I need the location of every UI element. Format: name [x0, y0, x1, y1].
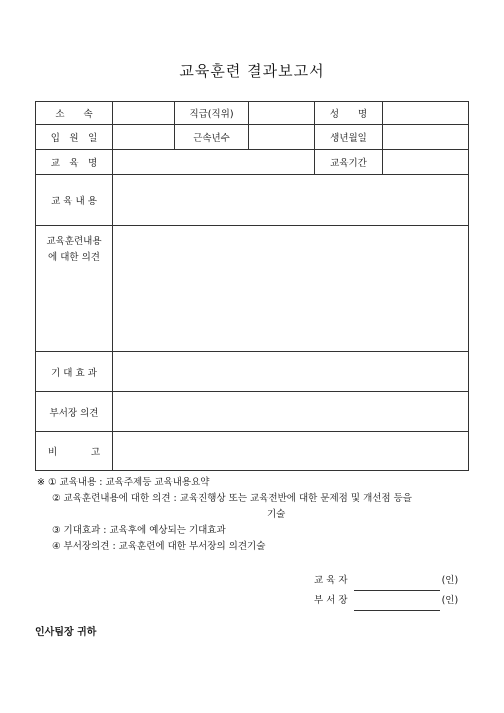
course-name-value[interactable] — [113, 150, 315, 175]
remarks-label-b: 고 — [90, 447, 100, 458]
note-item-4: ④ 부서장의견 : 교육훈련에 대한 부서장의 의견기술 — [52, 541, 266, 552]
effect-label: 기 대 효 과 — [36, 352, 113, 392]
note-item-3: ③ 기대효과 : 교육후에 예상되는 기대효과 — [52, 525, 226, 536]
course-period-value[interactable] — [383, 150, 469, 175]
note-item-2: ② 교육훈련내용에 대한 의견 : 교육진행상 또는 교육전반에 대한 문제점 및 개선점 등을 — [52, 493, 412, 504]
note-mark: ※ — [37, 477, 45, 488]
affiliation-value[interactable] — [113, 102, 175, 125]
signature-block — [314, 571, 458, 611]
name-label: 성 명 — [315, 102, 383, 125]
birth-date-label: 생년월일 — [315, 125, 383, 150]
hire-date-value[interactable] — [113, 125, 175, 150]
opinion-label-line2: 에 대한 의견 — [48, 252, 100, 263]
trainee-signature-line[interactable] — [354, 578, 440, 591]
note-text-1: ① 교육내용 : 교육주제등 교육내용요약 — [48, 477, 210, 488]
form-row-content — [36, 175, 469, 226]
course-name-label: 교 육 명 — [36, 150, 113, 175]
form-row-hire-date — [36, 125, 469, 150]
remarks-value[interactable] — [113, 432, 469, 471]
remarks-label-a: 비 — [48, 447, 58, 458]
course-period-label: 교육기간 — [315, 150, 383, 175]
form-row-effect — [36, 352, 469, 392]
affiliation-label: 소 속 — [36, 102, 113, 125]
notes-section — [37, 475, 477, 555]
form-row-remarks — [36, 432, 469, 471]
report-form — [35, 101, 469, 471]
effect-value[interactable] — [113, 352, 469, 392]
trainee-label: 교 육 자 — [314, 575, 348, 586]
form-row-affiliation — [36, 102, 469, 125]
manager-signature-row — [314, 591, 458, 611]
form-row-course — [36, 150, 469, 175]
manager-label: 부 서 장 — [314, 595, 348, 606]
opinion-label-line1: 교육훈련내용 — [46, 236, 102, 247]
content-label: 교 육 내 용 — [36, 175, 113, 226]
position-label: 직급(직위) — [175, 102, 249, 125]
trainee-signature-row — [314, 571, 458, 591]
note-item-1 — [37, 475, 477, 491]
tenure-label: 근속년수 — [175, 125, 249, 150]
addressee: 인사팀장 귀하 — [35, 627, 97, 638]
manager-signature-line[interactable] — [354, 598, 440, 611]
opinion-label — [36, 226, 113, 352]
manager-seal: (인) — [441, 595, 459, 606]
form-row-opinion — [36, 226, 469, 352]
tenure-value[interactable] — [249, 125, 315, 150]
name-value[interactable] — [383, 102, 469, 125]
position-value[interactable] — [249, 102, 315, 125]
manager-opinion-label: 부서장 의견 — [36, 392, 113, 432]
birth-date-value[interactable] — [383, 125, 469, 150]
form-row-manager-opinion — [36, 392, 469, 432]
trainee-seal: (인) — [441, 575, 459, 586]
document-title: 교육훈련 결과보고서 — [179, 62, 325, 80]
hire-date-label: 입 원 일 — [36, 125, 113, 150]
opinion-value[interactable] — [113, 226, 469, 352]
content-value[interactable] — [113, 175, 469, 226]
note-item-2-continued: 기술 — [267, 509, 286, 520]
manager-opinion-value[interactable] — [113, 392, 469, 432]
remarks-label — [36, 432, 113, 471]
